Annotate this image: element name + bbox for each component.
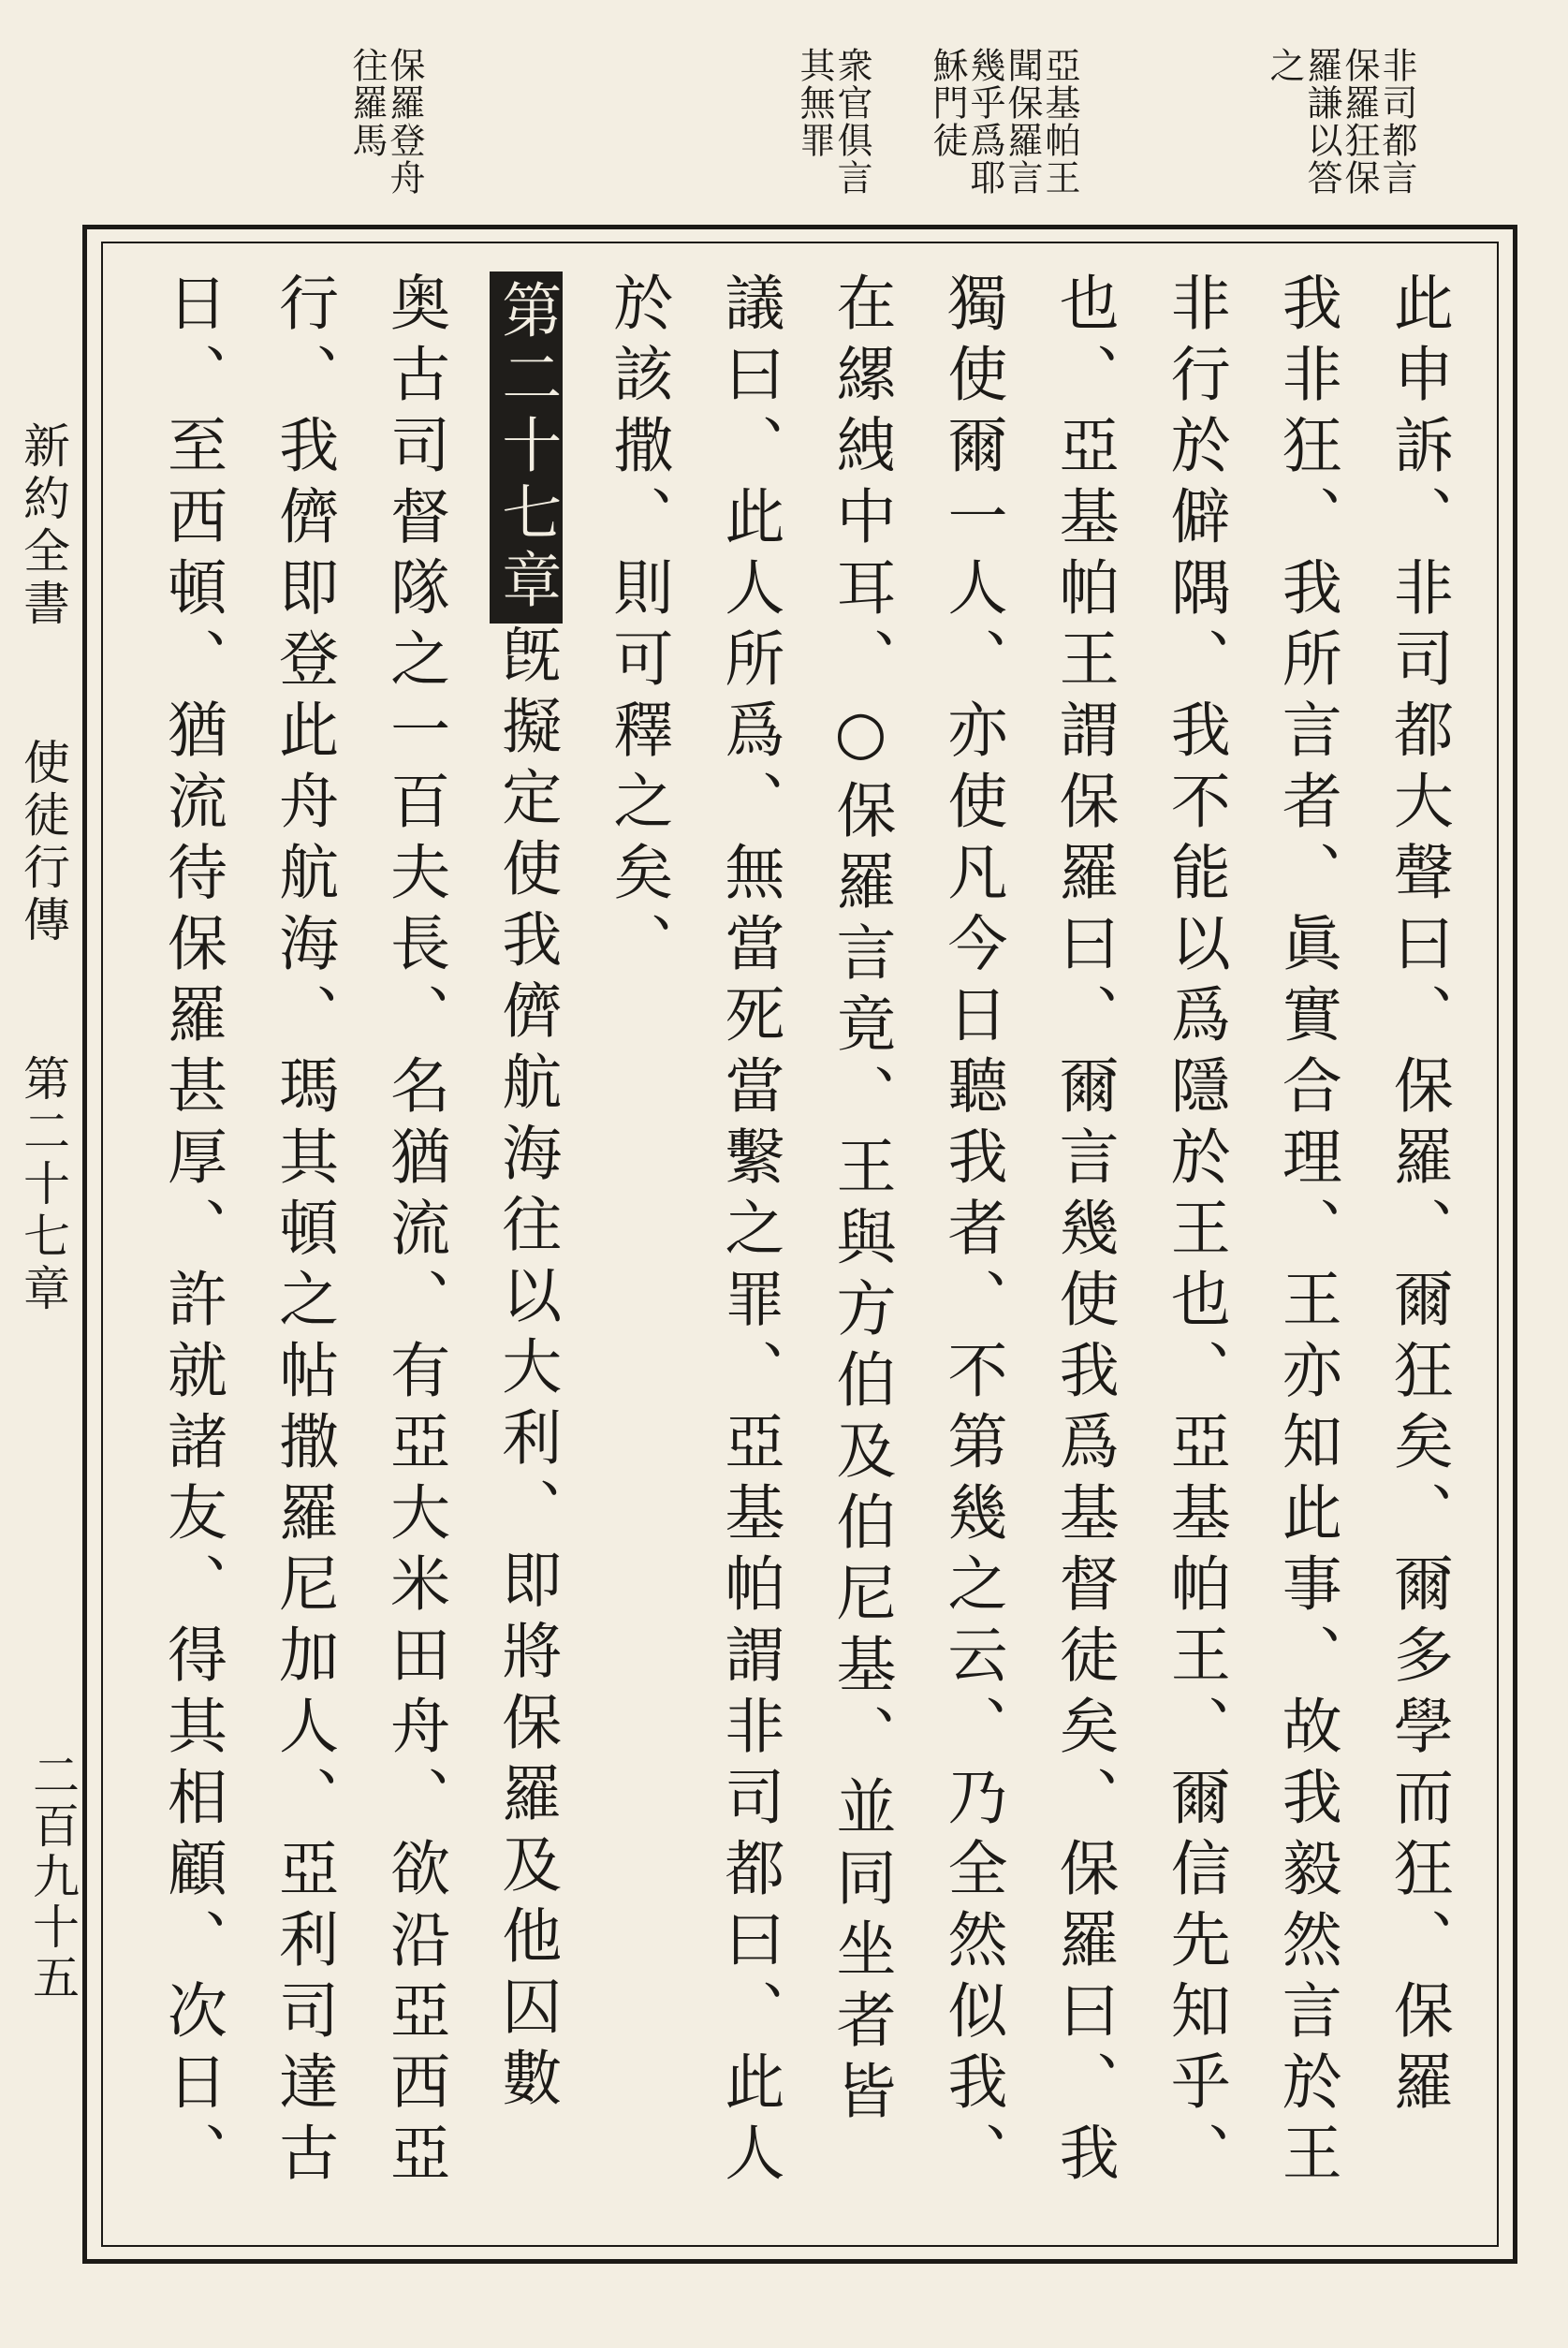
text-column-body: 旣擬定使我儕航海往以大利、即將保羅及他囚數	[491, 624, 562, 2118]
text-column: 非行於僻隅、我不能以爲隱於王也、亞基帕王、爾信先知乎、	[1160, 271, 1230, 2193]
text-column: 日、至西頓、猶流待保羅甚厚、許就諸友、得其相顧、次日、	[157, 271, 227, 2193]
headnote-line: 保羅登舟	[384, 47, 425, 197]
headnote-line: 羅謙以答	[1301, 47, 1342, 197]
headnote-officials	[796, 47, 871, 197]
headnote-line: 穌門徒	[927, 47, 968, 159]
page-number: 二百九十五	[25, 1751, 80, 2003]
headnote-voyage	[348, 47, 423, 197]
headnote-line: 保羅狂保	[1339, 47, 1380, 197]
text-column: 奥古司督隊之一百夫長、名猶流、有亞大米田舟、欲沿亞西亞	[380, 271, 450, 2193]
text-column: 行、我儕即登此舟航海、瑪其頓之帖撒羅尼加人、亞利司達古	[269, 271, 339, 2193]
headnote-festus	[1266, 47, 1415, 197]
text-column: 議曰、此人所爲、無當死當繫之罪、亞基帕謂非司都曰、此人	[714, 271, 784, 2193]
running-title-part: 使徒行傳	[16, 738, 70, 947]
running-title-book: 新約全書	[16, 421, 70, 631]
headnote-line: 其無罪	[794, 47, 835, 159]
headnote-line: 非司都言	[1376, 47, 1417, 197]
text-column: 於該撒、則可釋之矣、	[603, 271, 673, 983]
headnote-line: 衆官俱言	[831, 47, 872, 197]
text-column: 在縲絏中耳、○保羅言竟、王與方伯及伯尼基、並同坐者皆	[826, 271, 896, 2131]
chapter-heading: 第二十七章	[490, 271, 563, 624]
headnote-line: 幾乎爲耶	[964, 47, 1005, 197]
text-column	[475, 271, 578, 2219]
headnote-line: 往羅馬	[346, 47, 388, 159]
text-column: 我非狂、我所言者、眞實合理、王亦知此事、故我毅然言於王	[1271, 271, 1341, 2193]
headnote-line: 亞基帕王	[1039, 47, 1080, 197]
headnote-line: 之	[1264, 47, 1305, 84]
running-title-chapter: 第二十七章	[16, 1054, 70, 1316]
text-column: 也、亞基帕王謂保羅曰、爾言幾使我爲基督徒矣、保羅曰、我	[1048, 271, 1119, 2193]
text-column: 此申訴、非司都大聲曰、保羅、爾狂矣、爾多學而狂、保羅	[1383, 271, 1453, 2121]
running-title	[9, 421, 77, 1363]
headnote-agrippa	[929, 47, 1078, 197]
text-column: 獨使爾一人、亦使凡今日聽我者、不第幾之云、乃全然似我、	[937, 271, 1007, 2193]
headnote-line: 聞保羅言	[1002, 47, 1043, 197]
main-text	[140, 271, 1470, 2219]
